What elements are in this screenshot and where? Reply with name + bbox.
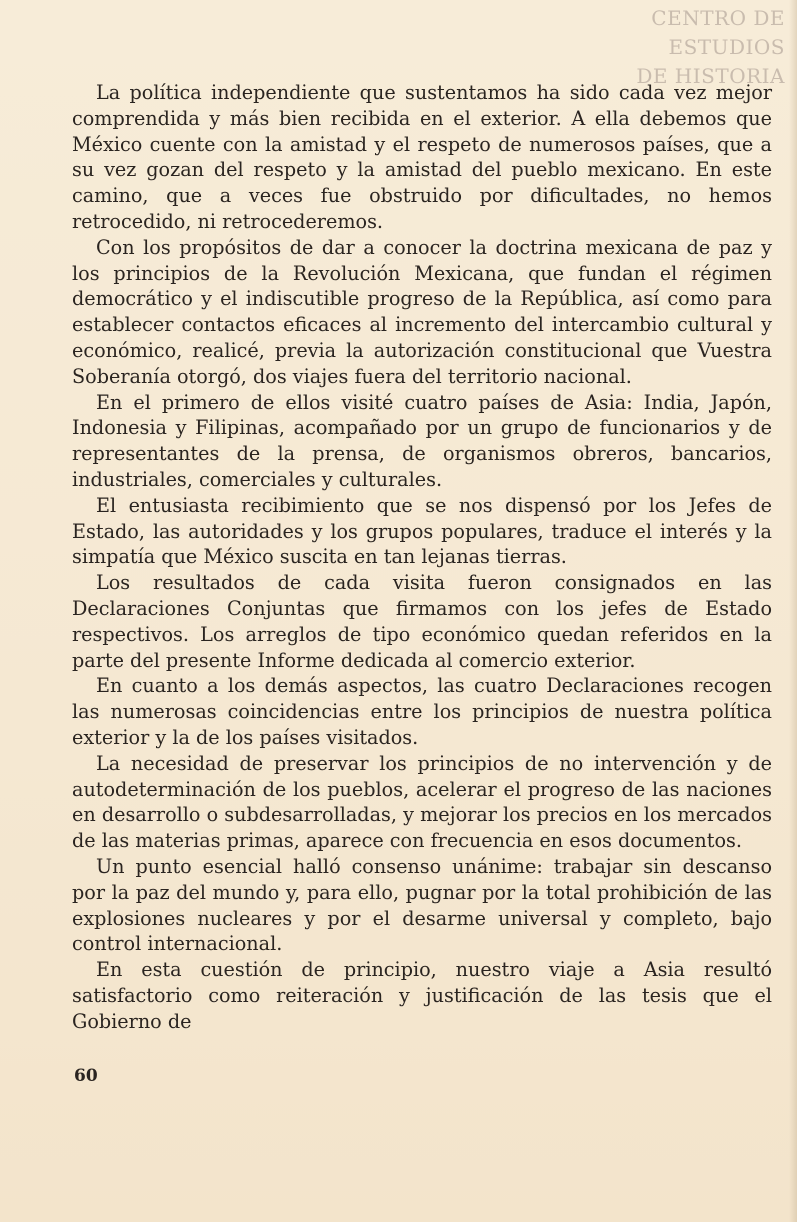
watermark-line: DE HISTORIA (636, 64, 785, 88)
paragraph: Con los propósitos de dar a conocer la doctrina mexicana de paz y los principios de la Revolución Mexicana, que fundan el régimen democrático y el indiscutible progreso de la República, así como para establecer contactos eficaces al incremento del intercambio cultural y económico, realicé, previa la autorización constitucional que Vuestra Soberanía otorgó, dos viajes fuera del territorio nacional. (72, 235, 772, 388)
body-text (72, 80, 772, 1034)
page-edge-shadow (789, 0, 797, 1222)
paragraph: Un punto esencial halló consenso unánime: trabajar sin descanso por la paz del mundo y, para ello, pugnar por la total prohibición de las explosiones nucleares y por el desarme universal y completo, bajo control internacional. (72, 854, 772, 956)
paragraph: En el primero de ellos visité cuatro países de Asia: India, Japón, Indonesia y Filipinas, acompañado por un grupo de funcionarios y de representantes de la prensa, de organismos obreros, bancarios, industriales, comerciales y culturales. (72, 390, 772, 491)
paragraph: Los resultados de cada visita fueron consignados en las Declaraciones Conjuntas que firmamos con los jefes de Estado respectivos. Los arreglos de tipo económico quedan referidos en la parte del presente Informe dedicada al comercio exterior. (72, 571, 772, 672)
paragraph: El entusiasta recibimiento que se nos dispensó por los Jefes de Estado, las autoridades y los grupos populares, traduce el interés y la simpatía que México suscita en tan lejanas tierras. (72, 493, 772, 569)
page-number: 60 (74, 1066, 98, 1086)
archive-watermark-stamp (585, 4, 785, 91)
watermark-line: CENTRO DE (651, 6, 785, 30)
paragraph: En cuanto a los demás aspectos, las cuatro Declaraciones recogen las numerosas coincidencias entre los principios de nuestra política exterior y la de los países visitados. (72, 674, 772, 749)
watermark-line: ESTUDIOS (668, 35, 785, 59)
paragraph: La política independiente que sustentamos ha sido cada vez mejor comprendida y más bien recibida en el exterior. A ella debemos que México cuente con la amistad y el respeto de numerosos países, que a su vez gozan del respeto y la amistad del pueblo mexicano. En este camino, que a veces fue obstruido por dificultades, no hemos retrocedido, ni retrocederemos. (72, 81, 772, 233)
paragraph: En esta cuestión de principio, nuestro viaje a Asia resultó satisfactorio como reiteración y justificación de las tesis que el Gobierno de (72, 958, 772, 1033)
paragraph: La necesidad de preservar los principios de no intervención y de autodeterminación de los pueblos, acelerar el progreso de las naciones en desarrollo o subdesarrolladas, y mejorar los precios en los mercados de las materias primas, aparece con frecuencia en esos documentos. (72, 751, 772, 853)
